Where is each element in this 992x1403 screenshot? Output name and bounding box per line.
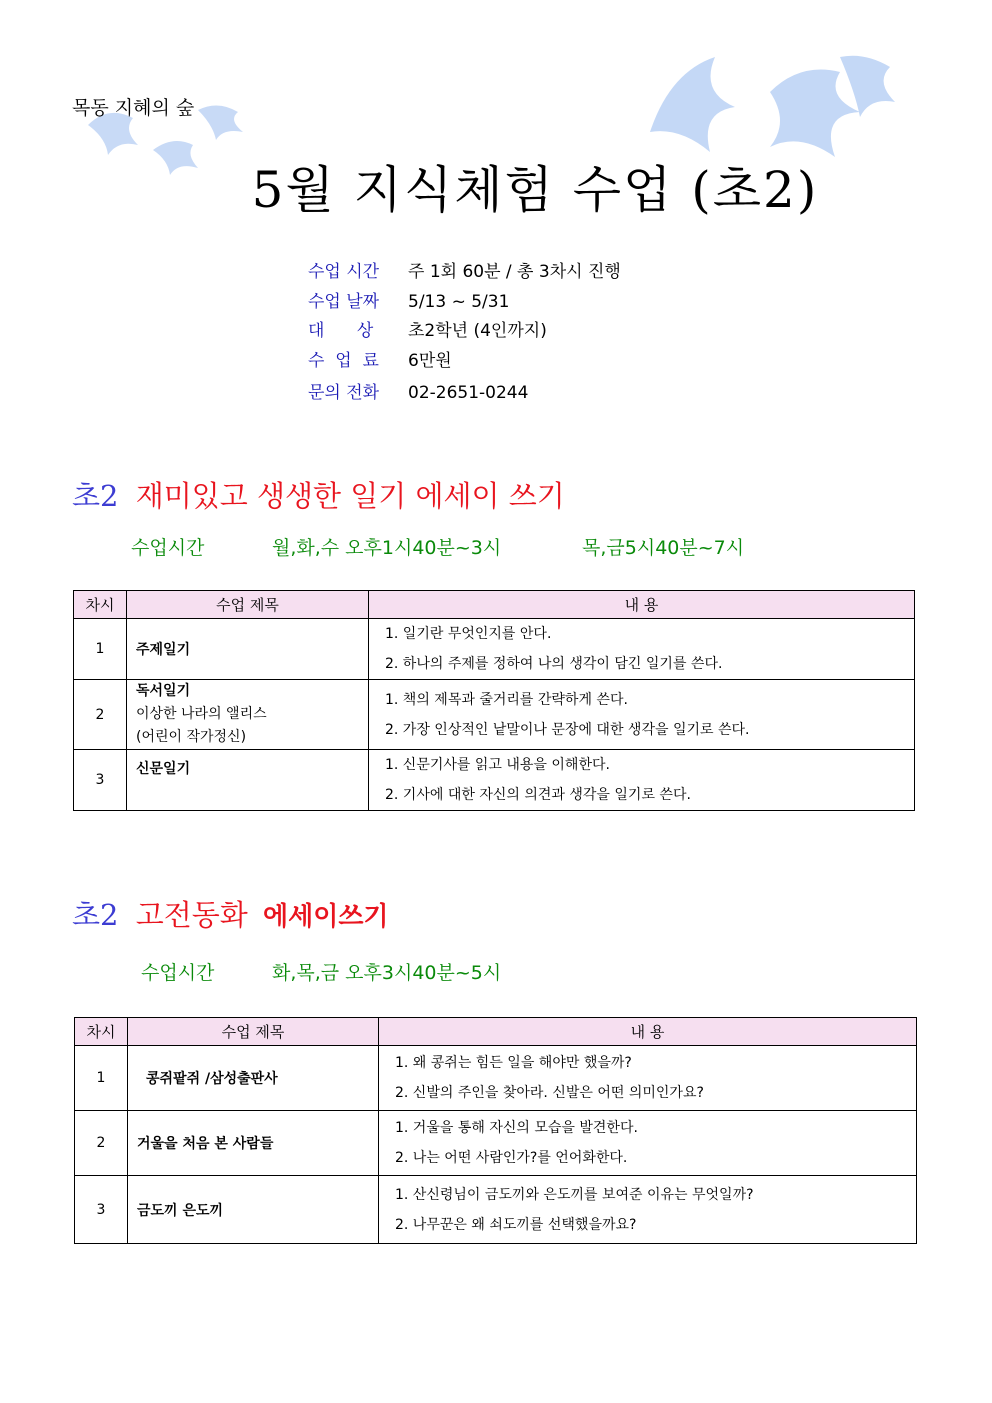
organization-name: 목동 지혜의 숲 [72,97,195,119]
lesson-content [369,750,915,811]
session-number: 2 [74,680,127,750]
table-row [74,750,915,811]
lesson-content [369,619,915,680]
content-item: 2. 기사에 대한 자신의 의견과 생각을 일기로 쓴다. [385,787,691,803]
content-item: 1. 신문기사를 읽고 내용을 이해한다. [385,757,610,773]
lesson-title-cell [127,680,369,750]
content-item: 2. 하나의 주제를 정하여 나의 생각이 담긴 일기를 쓴다. [385,656,723,672]
header-content: 내 용 [379,1018,917,1046]
info-label: 수업 시간 [308,262,380,282]
header-content: 내 용 [369,591,915,619]
section1-schedule-1: 월,화,수 오후1시40분~3시 [272,537,502,559]
section1-schedule-2: 목,금5시40분~7시 [582,537,745,559]
section1-table [73,590,915,811]
info-row-phone [308,378,528,403]
lesson-title: 콩쥐팥쥐 /삼성출판사 [128,1046,379,1111]
lesson-content [369,680,915,750]
content-item: 1. 일기란 무엇인지를 안다. [385,626,552,642]
lesson-title: 독서일기 [136,683,191,699]
session-number: 2 [75,1111,128,1176]
lesson-title: 신문일기 [127,750,369,811]
info-row-target [308,316,547,341]
lesson-content [379,1111,917,1176]
info-label: 수업 날짜 [308,292,380,312]
info-value: 초2학년 (4인까지) [408,321,547,341]
section2-heading [72,893,389,934]
info-label: 문의 전화 [308,383,380,403]
table-row [75,1176,917,1244]
table-row [74,619,915,680]
section1-grade: 초2 [72,479,119,513]
section2-schedule-label: 수업시간 [141,962,215,984]
info-value: 02-2651-0244 [408,383,529,403]
info-row-date [308,287,509,312]
section2-title-a: 고전동화 [135,898,248,932]
content-item: 1. 왜 콩쥐는 힘든 일을 해야만 했을까? [395,1055,632,1071]
header-title: 수업 제목 [128,1018,379,1046]
table-row [74,680,915,750]
session-number: 1 [74,619,127,680]
content-item: 2. 가장 인상적인 낱말이나 문장에 대한 생각을 일기로 쓴다. [385,721,750,738]
lesson-title: 금도끼 은도끼 [128,1176,379,1244]
content-item: 1. 거울을 통해 자신의 모습을 발견한다. [395,1120,638,1136]
header-session: 차시 [75,1018,128,1046]
section2-schedule-1: 화,목,금 오후3시40분~5시 [272,962,502,984]
content-item: 2. 나는 어떤 사람인가?를 언어화한다. [395,1150,628,1166]
section2-title-b: 에세이쓰기 [262,902,389,932]
info-value: 주 1회 60분 / 총 3차시 진행 [408,262,621,282]
lesson-book-title: 이상한 나라의 앨리스 [136,706,267,722]
lesson-publisher: (어린이 작가정신) [136,729,247,745]
table-header-row [75,1018,917,1046]
lesson-title: 주제일기 [127,619,369,680]
info-label: 대 상 [308,321,374,341]
page-title: 5월 지식체험 수업 (초2) [251,161,819,219]
content-item: 2. 나무꾼은 왜 쇠도끼를 선택했을까요? [395,1216,637,1233]
section2-grade: 초2 [72,898,119,932]
content-item: 1. 산신령님이 금도끼와 은도끼를 보여준 이유는 무엇일까? [395,1186,754,1203]
content-item: 1. 책의 제목과 줄거리를 간략하게 쓴다. [385,691,628,708]
session-number: 1 [75,1046,128,1111]
section1-heading [72,474,565,515]
session-number: 3 [75,1176,128,1244]
lesson-content [379,1046,917,1111]
info-label: 수 업 료 [308,351,379,371]
session-number: 3 [74,750,127,811]
table-row [75,1111,917,1176]
lesson-content [379,1176,917,1244]
table-row [75,1046,917,1111]
info-value: 6만원 [408,351,452,371]
section1-title: 재미있고 생생한 일기 에세이 쓰기 [135,479,565,513]
section2-table [74,1017,917,1244]
section1-schedule-label: 수업시간 [131,537,205,559]
info-value: 5/13 ~ 5/31 [408,292,510,312]
info-row-fee [308,346,452,371]
lesson-title: 거울을 처음 본 사람들 [128,1111,379,1176]
info-row-time [308,257,621,282]
table-header-row [74,591,915,619]
header-session: 차시 [74,591,127,619]
header-title: 수업 제목 [127,591,369,619]
content-item: 2. 신발의 주인을 찾아라. 신발은 어떤 의미인가요? [395,1085,704,1101]
